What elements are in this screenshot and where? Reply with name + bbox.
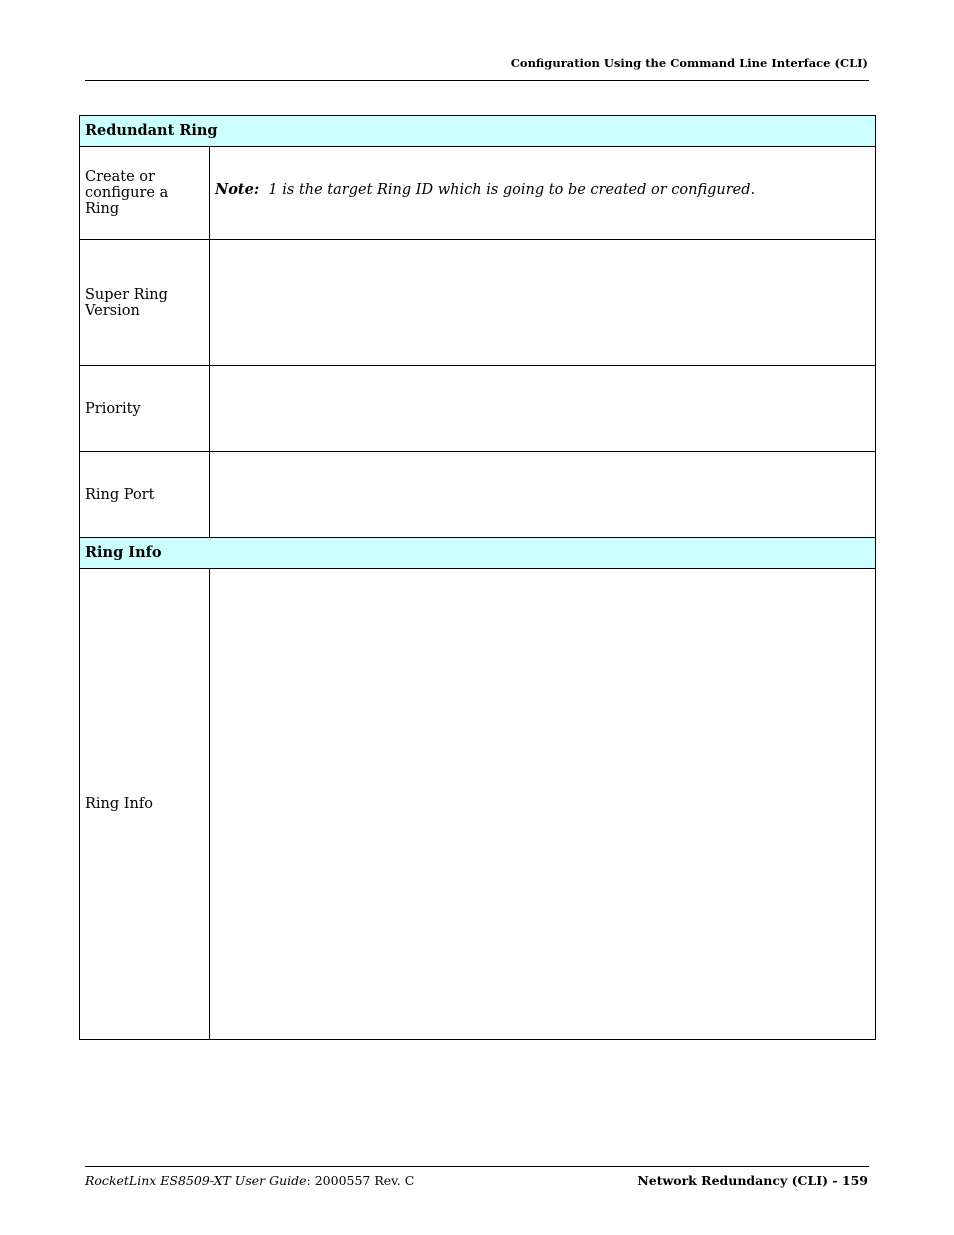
- row-description-ring-port: [210, 452, 876, 538]
- row-description-ring-info: [210, 569, 876, 1040]
- note-prefix: Note:: [215, 180, 260, 198]
- row-label-ring-info: Ring Info: [80, 569, 210, 1040]
- row-description-create-ring: [210, 147, 876, 240]
- redundant-ring-command-table: [79, 115, 876, 1040]
- row-label-create-ring: Create or configure a Ring: [80, 147, 210, 240]
- section-title-ring-info: Ring Info: [80, 538, 876, 569]
- section-header-row: [80, 116, 876, 147]
- table-row: [80, 240, 876, 366]
- footer-divider: [85, 1166, 869, 1167]
- footer-document-info: [85, 1173, 414, 1188]
- row-label-ring-port: Ring Port: [80, 452, 210, 538]
- footer-guide-title: RocketLinx ES8509-XT User Guide: [85, 1173, 307, 1188]
- table-row: [80, 452, 876, 538]
- section-header-row: [80, 538, 876, 569]
- row-description-priority: [210, 366, 876, 452]
- note-text: [215, 182, 870, 205]
- header-divider: [85, 80, 869, 81]
- row-label-super-ring-version: Super Ring Version: [80, 240, 210, 366]
- note-body: 1 is the target Ring ID which is going to be created or configured.: [268, 181, 756, 198]
- table-row: [80, 147, 876, 240]
- section-title-redundant-ring: Redundant Ring: [80, 116, 876, 147]
- footer-page-number: Network Redundancy (CLI) - 159: [637, 1173, 868, 1188]
- footer-revision: : 2000557 Rev. C: [306, 1173, 415, 1188]
- page-header-title: Configuration Using the Command Line Interface (CLI): [510, 56, 868, 70]
- row-description-super-ring-version: [210, 240, 876, 366]
- table-row: [80, 569, 876, 1040]
- row-label-priority: Priority: [80, 366, 210, 452]
- table-row: [80, 366, 876, 452]
